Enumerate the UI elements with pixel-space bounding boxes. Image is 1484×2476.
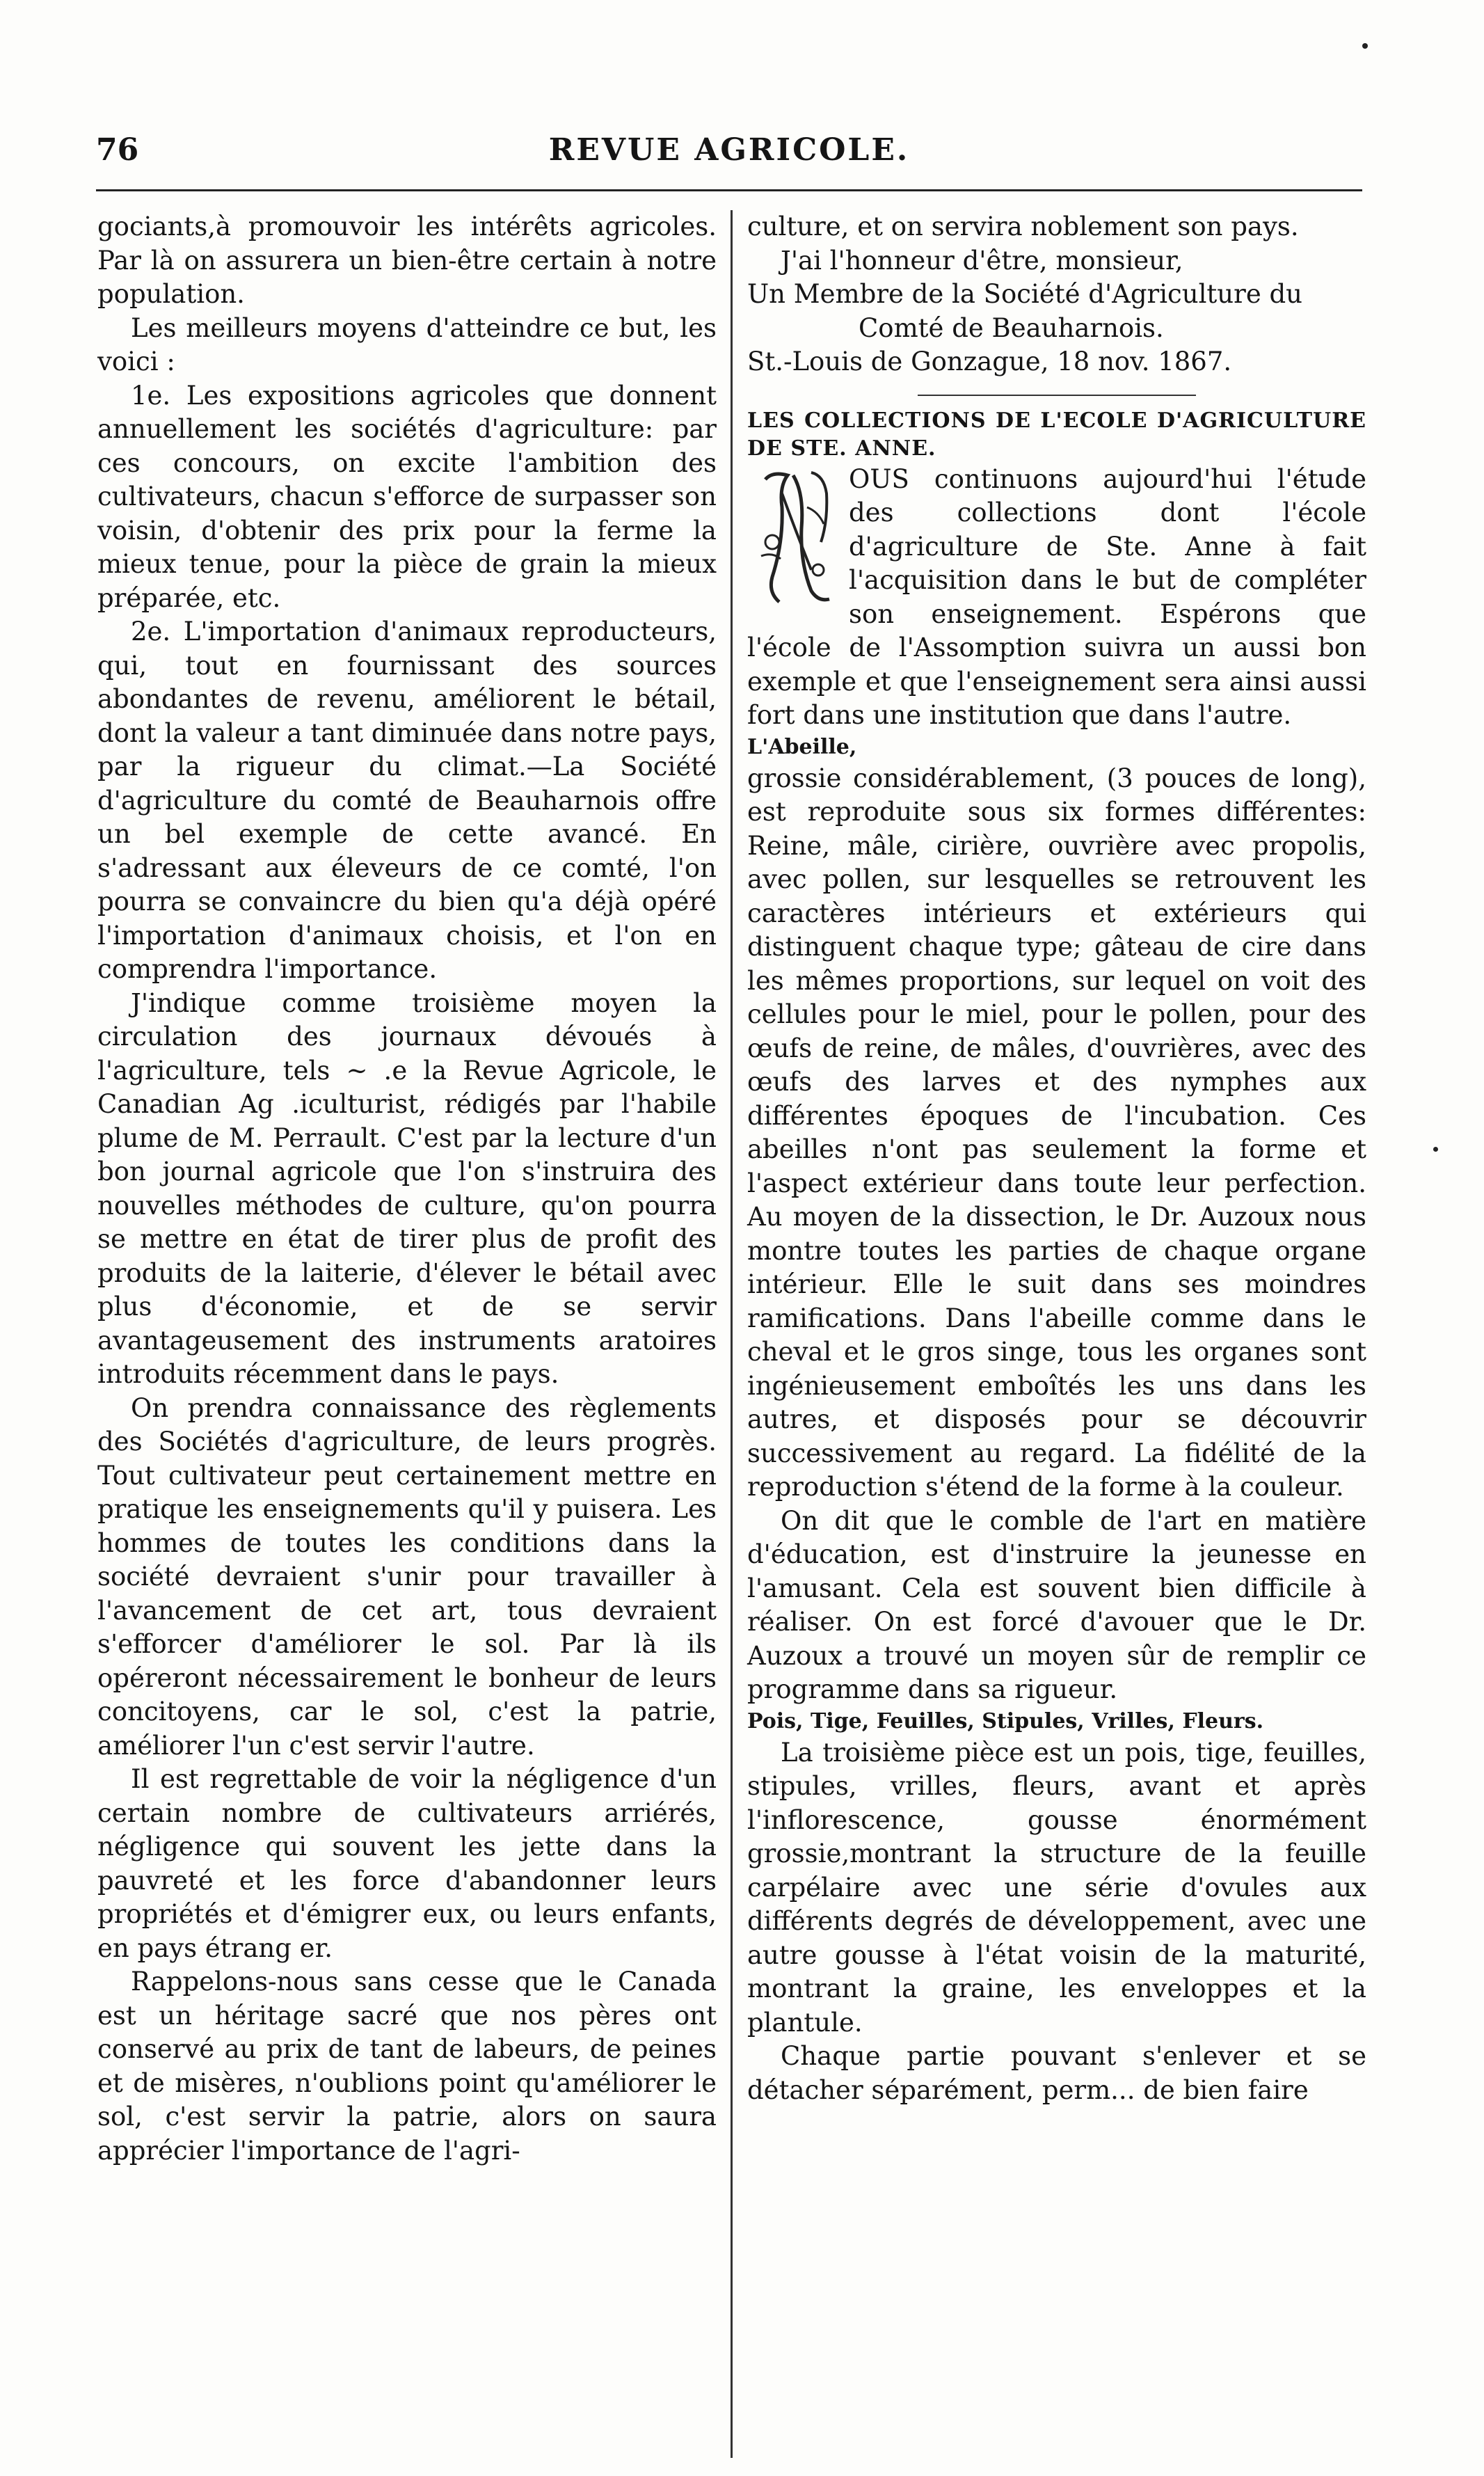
ornamental-dropcap-icon bbox=[751, 466, 840, 612]
paragraph: grossie considérablement, (3 pouces de long), est reproduite sous six formes différentes: Reine, mâle, cirière, ouvrière avec propolis, avec pollen, sur lesquelles se retrouvent les caractères intérieurs et extérieurs qui distinguent chaque type; gâteau de cire dans les mêmes proportions, sur lequel on voit des cellules pour le miel, pour le pollen, pour des œufs de reine, de mâles, d'ouvrières, avec des œufs des larves et des nymphes aux différentes époques de l'incubation. Ces abeilles n'ont pas seulement la forme et l'aspect extérieur dans toute leur perfection. Au moyen de la dissection, le Dr. Auzoux nous montre toutes les parties de chaque organe intérieur. Elle le suit dans ses moindres ramifications. Dans l'abeille comme dans le cheval et le gros singe, tous les organes sont ingénieusement emboîtés les uns dans les autres, et disposés pour se découvrir successivement au regard. La fidélité de la reproduction s'étend de la forme à la couleur. bbox=[747, 763, 1366, 1502]
page-header bbox=[96, 132, 1362, 181]
paragraph: On dit que le comble de l'art en matière d'éducation, est d'instruire la jeunesse en l'amusant. Cela est souvent bien difficile à réaliser. On est forcé d'avouer que le Dr. Auzoux a trouvé un moyen sûr de remplir ce programme dans sa rigueur. bbox=[747, 1505, 1366, 1704]
speck-mark bbox=[1362, 43, 1368, 49]
paragraph: culture, et on servira noblement son pays. bbox=[747, 212, 1299, 241]
paragraph: 2e. L'importation d'animaux reproducteurs, qui, tout en fournissant des sources abondantes de revenu, améliorent le bétail, dont la valeur a tant diminuée dans notre pays, par la rigueur du climat.—La Société d'agriculture du comté de Beauharnois offre un bel exemple de cette avancé. En s'adressant aux éleveurs de ce comté, l'on pourra se convaincre du bien qu'a déjà opéré l'importation d'animaux choisis, et l'on en comprendra l'importance. bbox=[97, 617, 717, 984]
paragraph: OUS continuons aujourd'hui l'étude des collections dont l'école d'agriculture de Ste. Anne à fait l'acquisition dans le but de compléter son enseignement. Espérons que l'école de l'Assomption suivra un aussi bon exemple et que l'enseignement sera ainsi aussi fort dans une institution que dans l'autre. bbox=[747, 463, 1366, 730]
paragraph: J'indique comme troisième moyen la circulation des journaux dévoués à l'agriculture, tels ~ .e la Revue Agricole, le Canadian Ag .iculturist, rédigés par l'habile plume de M. Perrault. C'est par la lecture d'un bon journal agricole que l'on s'instruira des nouvelles méthodes de culture, qu'on pourra se mettre en état de tirer plus de profit des produits de la laiterie, d'élever le bétail avec plus d'économie, et de se servir avantageusement des instruments aratoires introduits récemment dans le pays. bbox=[97, 987, 717, 1389]
signature-place-date: St.-Louis de Gonzague, 18 nov. 1867. bbox=[747, 347, 1232, 376]
paragraph: Chaque partie pouvant s'enlever et se détacher séparément, perm... de bien faire bbox=[747, 2041, 1366, 2105]
signature-line: Un Membre de la Société d'Agriculture du bbox=[747, 279, 1302, 309]
paragraph: Il est regrettable de voir la négligence d'un certain nombre de cultivateurs arriérés, négligence qui souvent les jette dans la pauvreté et les force d'abandonner leurs propriétés et d'émigrer eux, ou leurs enfants, en pays étrang er. bbox=[97, 1764, 717, 1963]
paragraph: gociants,à promouvoir les intérêts agricoles. Par là on assurera un bien-être certain à notre population. bbox=[97, 212, 717, 309]
paragraph: Les meilleurs moyens d'atteindre ce but, les voici : bbox=[97, 312, 717, 376]
paragraph: Rappelons-nous sans cesse que le Canada est un héritage sacré que nos pères ont conservé au prix de tant de labeurs, de peines et de misères, n'oublions point qu'améliorer le sol, c'est servir la patrie, alors on saura apprécier l'importance de l'agri- bbox=[97, 1967, 717, 2166]
page-number: 76 bbox=[96, 132, 139, 168]
closing-line: J'ai l'honneur d'être, monsieur, bbox=[781, 245, 1183, 276]
right-column bbox=[747, 210, 1366, 2107]
subheading-pois: Pois, Tige, Feuilles, Stipules, Vrilles, Fleurs. bbox=[747, 1708, 1264, 1733]
paragraph: La troisième pièce est un pois, tige, feuilles, stipules, vrilles, fleurs, avant et après l'inflorescence, gousse énormément grossie,montrant la structure de la feuille carpélaire avec une série d'ovules aux différents degrés de développement, avec une autre gousse à l'état voisin de la maturité, montrant la graine, les enveloppes et la plantule. bbox=[747, 1737, 1366, 2038]
subheading-abeille: L'Abeille, bbox=[747, 734, 857, 759]
section-divider bbox=[918, 395, 1196, 396]
left-column bbox=[97, 210, 717, 2168]
section-title: LES COLLECTIONS DE L'ECOLE D'AGRICULTURE DE STE. ANNE. bbox=[747, 408, 1366, 461]
signature-line: Comté de Beauharnois. bbox=[859, 312, 1164, 343]
paragraph: 1e. Les expositions agricoles que donnent annuellement les sociétés d'agriculture: par ces concours, on excite l'ambition des cultivateurs, chacun s'efforce de surpasser son voisin, d'obtenir des prix pour la ferme la mieux tenue, pour la pièce de grain la mieux préparée, etc. bbox=[97, 380, 717, 613]
header-rule bbox=[96, 189, 1362, 191]
paragraph: On prendra connaissance des règlements des Sociétés d'agriculture, de leurs progrès. Tout cultivateur peut certainement mettre en pratique les enseignements qu'il y puisera. Les hommes de toutes les conditions dans la société devraient s'unir pour travailler à l'avancement de cet art, tous devraient s'efforcer d'améliorer le sol. Par là ils opéreront nécessairement le bonheur de leurs concitoyens, car le sol, c'est la patrie, améliorer l'un c'est servir l'autre. bbox=[97, 1392, 717, 1761]
speck-mark bbox=[1433, 1147, 1438, 1152]
running-title: REVUE AGRICOLE. bbox=[548, 132, 910, 168]
column-divider bbox=[731, 210, 733, 2458]
